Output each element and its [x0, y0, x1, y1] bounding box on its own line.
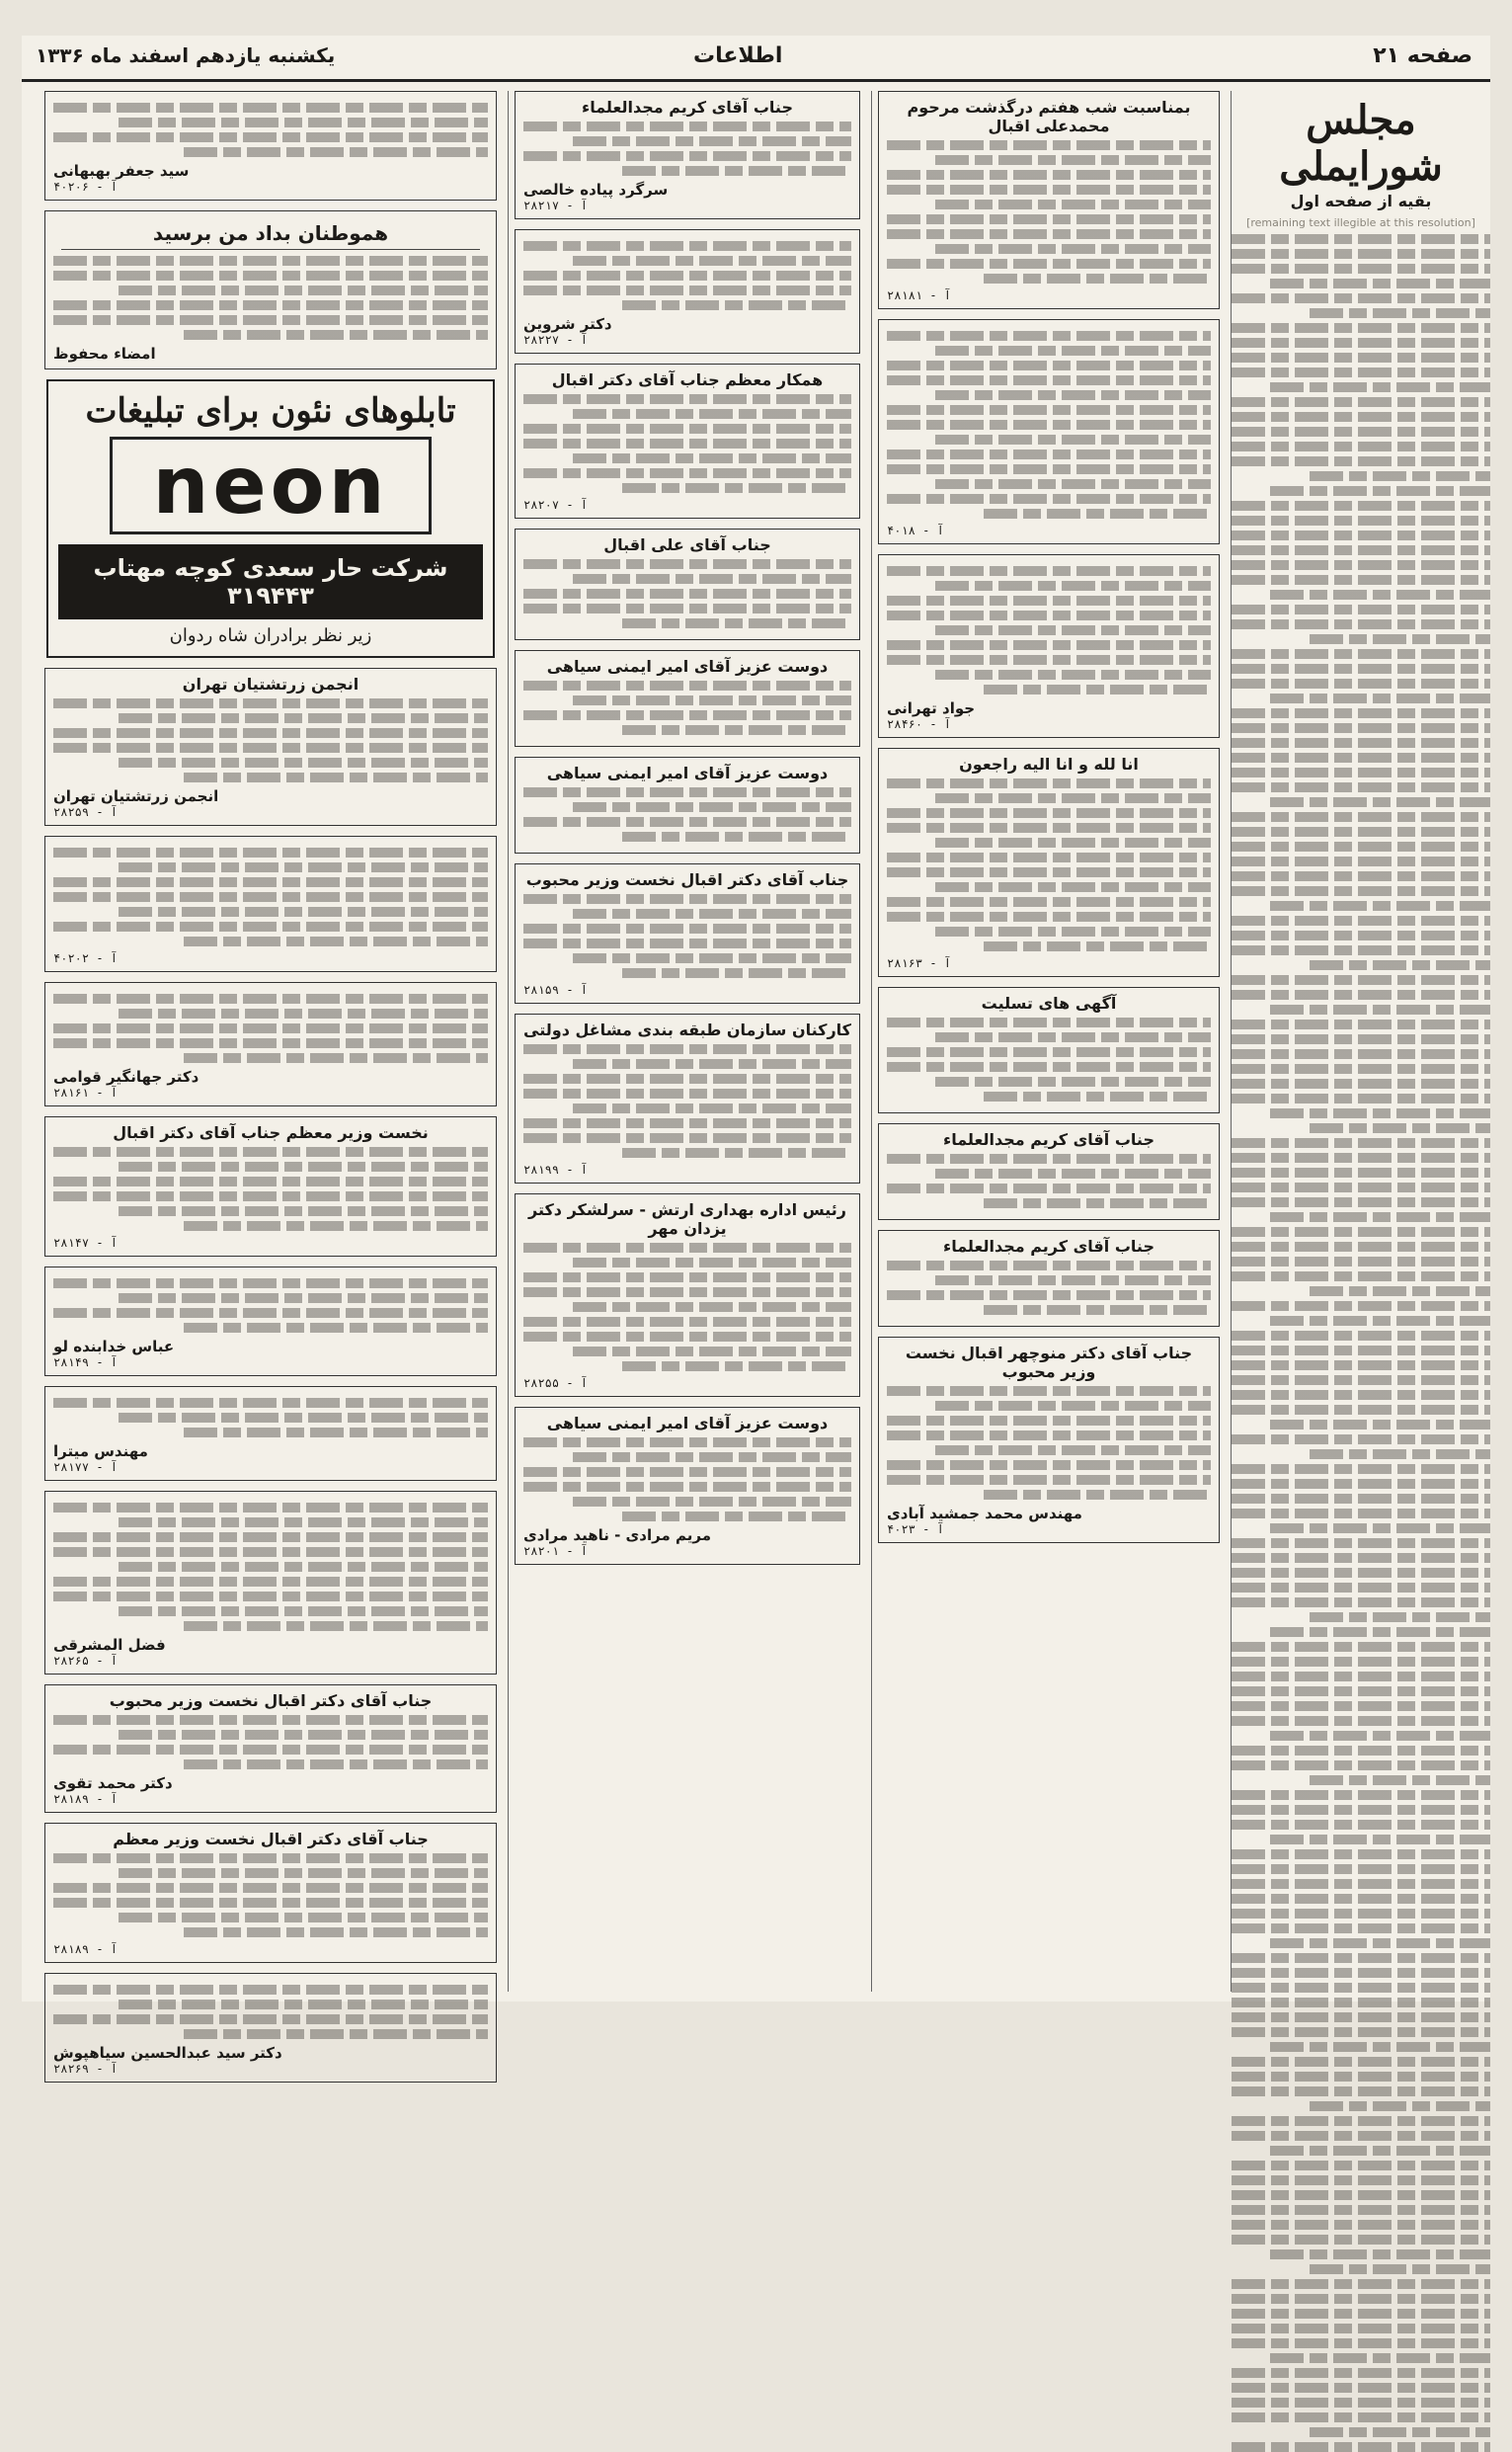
notice-signature: انجمن زرتشتیان تهران — [53, 787, 219, 805]
notice-code: آ - ۲۸۴۶۰ — [887, 717, 952, 731]
notice-signature: دکتر سید عبدالحسین سیاهپوش — [53, 2044, 282, 2062]
parliament-column — [1231, 91, 1490, 1992]
condolence-notice — [515, 757, 860, 854]
notice-title: جناب آقای دکتر منوچهر اقبال نخست وزیر محبوب — [905, 1344, 1193, 1381]
condolence-notice — [44, 836, 497, 972]
notice-signature: جواد تهرانی — [887, 699, 976, 717]
notice-signature: سرگرد پیاده خالصی — [523, 181, 669, 199]
issue-date: یکشنبه یازدهم اسفند ماه ۱۳۳۶ — [36, 43, 336, 67]
notice-code: آ - ۲۸۱۷۷ — [53, 1460, 119, 1474]
notice-signature: عباس خدابنده لو — [53, 1338, 175, 1355]
notice-title: نخست وزیر معظم جناب آقای دکتر اقبال — [113, 1123, 429, 1142]
condolence-notice — [44, 1491, 497, 1675]
notice-title: انا لله و انا الیه راجعون — [959, 755, 1139, 774]
notices-column-3 — [508, 91, 866, 1992]
notice-title: کارکنان سازمان طبقه بندی مشاغل دولتی — [523, 1021, 851, 1039]
notice-code: آ - ۲۸۲۲۷ — [523, 333, 589, 347]
notice-code: آ - ۲۸۲۶۵ — [53, 1654, 119, 1668]
notice-code: آ - ۲۸۱۸۹ — [53, 1942, 119, 1956]
ad-subline: زیر نظر برادران شاه ردوان — [169, 625, 372, 646]
notice-title: رئیس اداره بهداری ارتش - سرلشکر دکتر یزدان مهر — [528, 1200, 846, 1238]
notices-column-2 — [871, 91, 1226, 1992]
condolence-notice — [515, 650, 860, 747]
notice-code: آ - ۲۸۲۶۹ — [53, 2062, 119, 2076]
condolence-notice — [515, 529, 860, 640]
condolence-notice — [44, 668, 497, 826]
newspaper-page — [22, 36, 1490, 2076]
condolence-notice — [515, 1014, 860, 1184]
neon-logo: neon — [110, 437, 432, 534]
condolence-notice — [515, 863, 860, 1004]
notice-code: آ - ۲۸۱۶۳ — [887, 956, 952, 970]
notice-title: آگهی های تسلیت — [981, 994, 1117, 1013]
notice-signature: دکتر شروین — [523, 315, 612, 333]
notice-code: آ - ۲۸۱۴۹ — [53, 1355, 119, 1369]
ad-company: شرکت حار سعدی کوچه مهتاب ۳۱۹۴۴۳ — [58, 544, 483, 619]
condolence-notice — [44, 1823, 497, 1963]
notice-signature: مریم مرادی - ناهید مرادی — [523, 1526, 711, 1544]
condolence-notice — [44, 1386, 497, 1481]
condolence-notice — [878, 1337, 1220, 1543]
notice-title: دوست عزیز آقای امیر ایمنی سیاهی — [546, 657, 829, 676]
notice-code: آ - ۴۰۲۳ — [887, 1522, 944, 1536]
notice-title: جناب آقای کریم مجدالعلماء — [943, 1237, 1154, 1256]
notice-title: بمناسبت شب هفتم درگذشت مرحوم محمدعلی اقبال — [907, 98, 1191, 135]
notice-code: آ - ۲۸۱۶۱ — [53, 1086, 119, 1100]
notice-title: دوست عزیز آقای امیر ایمنی سیاهی — [546, 764, 829, 782]
condolence-notice — [878, 554, 1220, 738]
condolence-notice — [44, 1116, 497, 1257]
notice-title: جناب آقای کریم مجدالعلماء — [943, 1130, 1154, 1149]
parliament-title: مجلس شورایملی — [1279, 97, 1443, 190]
notice-code: آ - ۴۰۲۰۲ — [53, 951, 119, 965]
condolence-notice — [44, 1684, 497, 1813]
condolence-notice — [515, 229, 860, 354]
notices-column-4 — [39, 91, 503, 2076]
notice-box — [44, 91, 497, 201]
condolence-notice — [878, 987, 1220, 1113]
notice-code: آ - ۴۰۲۰۶ — [53, 180, 119, 194]
notice-code: آ - ۲۸۲۰۱ — [523, 1544, 589, 1558]
ad-title: تابلوهای نئون برای تبلیغات — [85, 391, 456, 431]
notice-signature: دکتر محمد تقوی — [53, 1774, 173, 1792]
notice-title: انجمن زرتشتیان تهران — [182, 675, 359, 694]
notice-code: آ - ۲۸۲۵۵ — [523, 1376, 589, 1390]
condolence-notice — [44, 982, 497, 1106]
notice-code: آ - ۲۸۱۸۹ — [53, 1792, 119, 1806]
page-number: صفحه ۲۱ — [1373, 43, 1472, 68]
notice-signature: مهندس میترا — [53, 1442, 148, 1460]
appeal-notice — [44, 210, 497, 369]
illegible-note: [remaining text illegible at this resolution] — [1246, 216, 1475, 229]
condolence-notice — [44, 1973, 497, 2083]
notice-signature: دکتر جهانگیر قوامی — [53, 1068, 199, 1086]
condolence-notice — [515, 1407, 860, 1565]
notice-title: همکار معظم جناب آقای دکتر اقبال — [551, 370, 824, 389]
notice-title: جناب آقای کریم مجدالعلماء — [582, 98, 793, 117]
neon-advertisement — [46, 379, 495, 658]
condolence-notice — [878, 1123, 1220, 1220]
notice-code: آ - ۲۸۱۴۷ — [53, 1236, 119, 1250]
masthead — [22, 36, 1490, 82]
condolence-notice — [515, 364, 860, 519]
notice-title: جناب آقای علی اقبال — [603, 535, 771, 554]
notice-code: آ - ۲۸۱۵۹ — [523, 983, 589, 997]
notice-code: آ - ۲۸۱۹۹ — [523, 1163, 589, 1177]
notice-code: آ - ۲۸۱۸۱ — [887, 288, 952, 302]
notice-title: جناب آقای دکتر اقبال نخست وزیر معظم — [113, 1830, 429, 1848]
condolence-notice — [878, 748, 1220, 977]
condolence-notice — [44, 1267, 497, 1376]
notice-code: آ - ۲۸۲۱۷ — [523, 199, 589, 212]
condolence-notice — [515, 1193, 860, 1397]
notice-code: آ - ۲۸۲۰۷ — [523, 498, 589, 512]
parliament-body — [1232, 234, 1490, 2452]
condolence-notice — [878, 1230, 1220, 1327]
notice-signature: مهندس محمد جمشید آبادی — [887, 1505, 1082, 1522]
notice-code: آ - ۴۰۱۸ — [887, 524, 944, 537]
paper-name: اطلاعات — [693, 43, 783, 68]
condolence-notice — [878, 91, 1220, 309]
notice-signature: سید جعفر بهبهانی — [53, 162, 190, 180]
condolence-notice — [515, 91, 860, 219]
appeal-title: هموطنان بداد من برسید — [61, 221, 480, 250]
condolence-notice — [878, 319, 1220, 544]
notice-title: جناب آقای دکتر اقبال نخست وزیر محبوب — [109, 1691, 433, 1710]
notice-signature: فضل المشرقی — [53, 1636, 166, 1654]
notice-code: آ - ۲۸۲۵۹ — [53, 805, 119, 819]
notice-title: جناب آقای دکتر اقبال نخست وزیر محبوب — [525, 870, 849, 889]
notice-title: دوست عزیز آقای امیر ایمنی سیاهی — [546, 1414, 829, 1432]
parliament-subtitle: بقیه از صفحه اول — [1290, 192, 1432, 210]
appeal-signature: امضاء محفوظ — [53, 345, 156, 363]
